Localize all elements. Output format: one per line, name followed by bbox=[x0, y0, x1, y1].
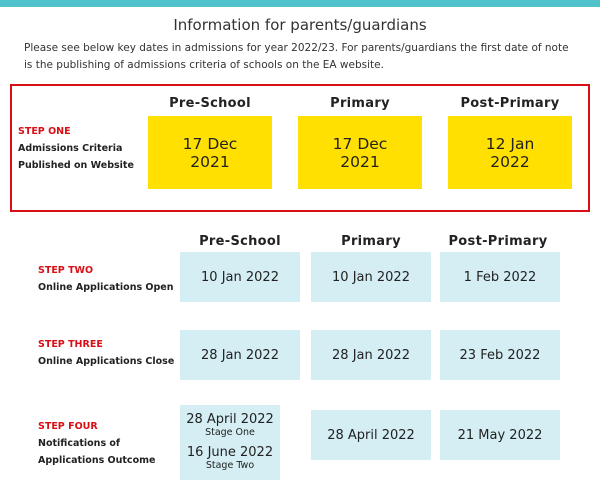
step-four-pre-school-date2: 16 June 2022 bbox=[186, 445, 274, 460]
step-four-title: STEP FOUR bbox=[38, 421, 98, 432]
step-one-pre-school-date: 17 Dec 2021 bbox=[148, 116, 272, 189]
step-four-pre-school-date1: 28 April 2022 bbox=[186, 412, 274, 427]
step-one-desc-line1: Admissions Criteria bbox=[18, 143, 123, 154]
column-header-post-primary: Post-Primary bbox=[460, 96, 560, 111]
step-three-label bbox=[38, 336, 174, 370]
step-three-post-primary-date: 23 Feb 2022 bbox=[440, 330, 560, 380]
page-title: Information for parents/guardians bbox=[173, 16, 427, 34]
step-two-pre-school-date: 10 Jan 2022 bbox=[180, 252, 300, 302]
column-header-primary-2: Primary bbox=[341, 234, 401, 249]
step-two-title: STEP TWO bbox=[38, 265, 94, 276]
step-four-desc-line1: Notifications of bbox=[38, 438, 121, 449]
column-header-primary: Primary bbox=[330, 96, 390, 111]
step-two-label bbox=[38, 262, 174, 296]
step-three-pre-school-date: 28 Jan 2022 bbox=[180, 330, 300, 380]
step-one-title: STEP ONE bbox=[18, 126, 71, 137]
step-four-label bbox=[38, 418, 155, 469]
column-header-pre-school: Pre-School bbox=[169, 96, 251, 111]
column-header-pre-school-2: Pre-School bbox=[199, 234, 281, 249]
step-two-post-primary-date: 1 Feb 2022 bbox=[440, 252, 560, 302]
top-accent-bar bbox=[0, 0, 600, 7]
step-one-primary-date: 17 Dec 2021 bbox=[298, 116, 422, 189]
step-four-pre-school-stage1: Stage One bbox=[205, 427, 255, 438]
step-four-primary-date: 28 April 2022 bbox=[311, 410, 431, 460]
intro-text: Please see below key dates in admissions for year 2022/23. For parents/guardians the first date of note is the publishing of admissions criteria of schools on the EA website. bbox=[24, 42, 569, 71]
step-four-pre-school-stage2: Stage Two bbox=[205, 460, 255, 471]
step-four-desc-line2: Applications Outcome bbox=[38, 455, 156, 466]
step-two-desc: Online Applications Open bbox=[38, 282, 174, 293]
column-header-post-primary-2: Post-Primary bbox=[448, 234, 548, 249]
step-three-primary-date: 28 Jan 2022 bbox=[311, 330, 431, 380]
step-one-post-primary-date: 12 Jan 2022 bbox=[448, 116, 572, 189]
step-two-primary-date: 10 Jan 2022 bbox=[311, 252, 431, 302]
step-three-title: STEP THREE bbox=[38, 339, 103, 350]
step-four-pre-school-cell bbox=[180, 405, 280, 480]
step-four-post-primary-date: 21 May 2022 bbox=[440, 410, 560, 460]
step-one-label bbox=[18, 123, 134, 174]
step-one-desc-line2: Published on Website bbox=[18, 160, 134, 171]
step-three-desc: Online Applications Close bbox=[38, 356, 175, 367]
